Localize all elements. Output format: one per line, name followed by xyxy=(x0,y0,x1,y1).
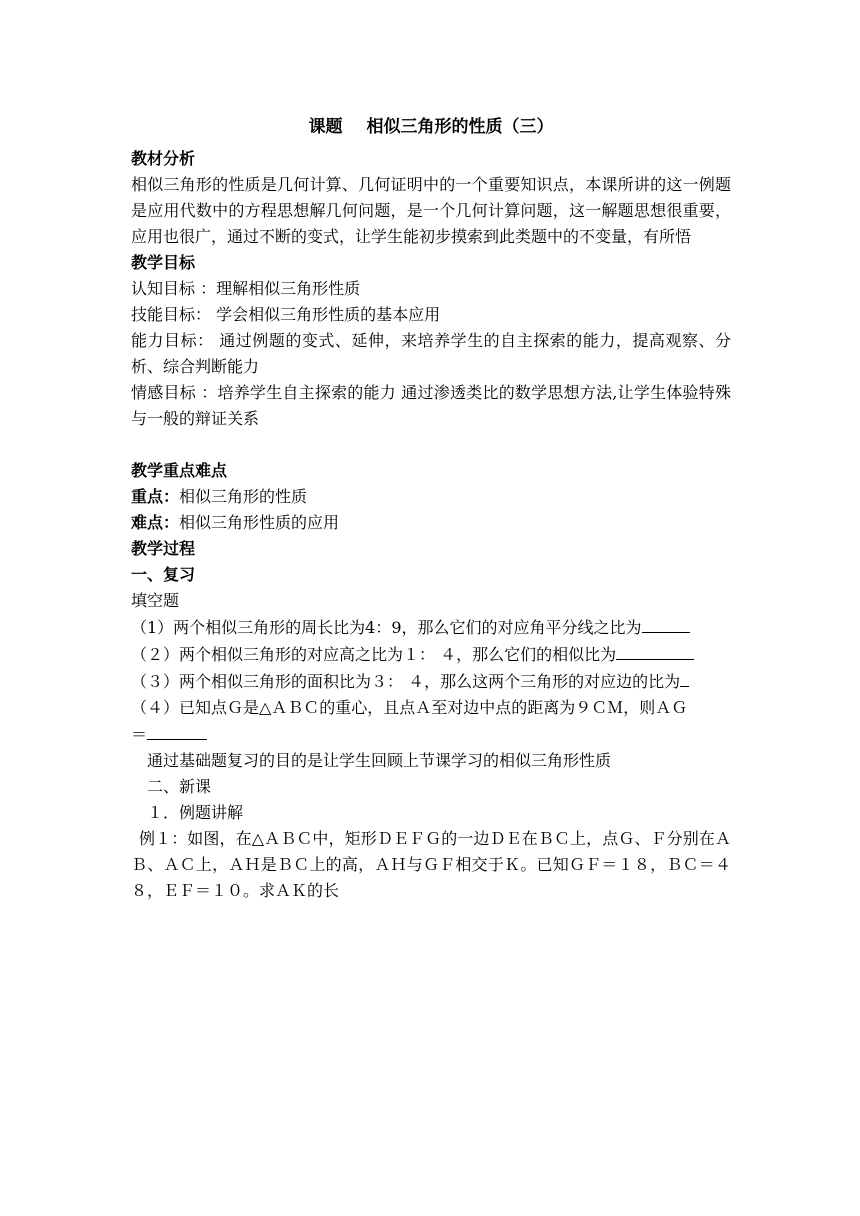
lesson-title xyxy=(131,114,731,140)
document-body xyxy=(131,114,731,904)
goals-heading: 教学目标 xyxy=(131,253,196,272)
key-text: 相似三角形的性质 xyxy=(179,487,308,506)
goal-skill: 技能目标： 学会相似三角形性质的基本应用 xyxy=(131,305,441,324)
process-heading: 教学过程 xyxy=(131,539,196,558)
goal-ability: 能力目标： 通过例题的变式、延伸，来培养学生的自主探索的能力，提高观察、分析、综合判断能力 xyxy=(131,331,731,376)
example-1-text: 例１：如图，在△ＡＢＣ中，矩形ＤＥＦＧ的一边ＤＥ在ＢＣ上，点Ｇ、Ｆ分别在ＡＢ、ＡＣ上，ＡＨ是ＢＣ上的高，ＡＨ与ＧＦ相交于Ｋ。已知ＧＦ＝１８，ＢＣ＝４８，ＥＦ＝１０。求ＡＫ的长 xyxy=(131,829,731,900)
answer-blank[interactable] xyxy=(147,721,207,740)
material-heading: 教材分析 xyxy=(131,149,196,168)
question-1: （1）两个相似三角形的周长比为4：9，那么它们的对应角平分线之比为 xyxy=(131,614,731,641)
question-4-continued: ＝ xyxy=(131,721,731,748)
goal-cognitive: 认知目标 ：理解相似三角形性质 xyxy=(131,279,361,298)
difficult-point xyxy=(131,510,731,536)
key-point xyxy=(131,484,731,510)
review-note: 通过基础题复习的目的是让学生回顾上节课学习的相似三角形性质 xyxy=(147,751,612,770)
example-heading: １．例题讲解 xyxy=(147,803,244,822)
title-text: 相似三角形的性质（三） xyxy=(366,117,554,137)
key-label: 重点： xyxy=(131,487,180,506)
difficult-label: 难点： xyxy=(131,513,180,532)
answer-blank[interactable] xyxy=(616,641,694,660)
title-label: 课题 xyxy=(308,117,343,137)
review-heading: 一、复习 xyxy=(131,565,196,584)
answer-blank[interactable] xyxy=(680,668,689,687)
question-3: （３）两个相似三角形的面积比为３： ４，那么这两个三角形的对应边的比为 xyxy=(131,668,731,695)
material-text: 相似三角形的性质是几何计算、几何证明中的一个重要知识点，本课所讲的这一例题是应用代数中的方程思想解几何问题，是一个几何计算问题，这一解题思想很重要，应用也很广，通过不断的变式，让学生能初步摸索到此类题中的不变量，有所悟 xyxy=(131,175,731,246)
question-2: （２）两个相似三角形的对应高之比为１： ４，那么它们的相似比为 xyxy=(131,641,731,668)
difficult-text: 相似三角形性质的应用 xyxy=(179,513,340,532)
goal-emotion: 情感目标 ：培养学生自主探索的能力 通过渗透类比的数学思想方法,让学生体验特殊与一般的辩证关系 xyxy=(131,383,731,428)
keypoints-heading: 教学重点难点 xyxy=(131,461,228,480)
question-4: （４）已知点Ｇ是△ＡＢＣ的重心，且点Ａ至对边中点的距离为９ＣＭ，则ＡＧ xyxy=(131,698,688,717)
answer-blank[interactable] xyxy=(642,614,690,633)
fill-blank-title: 填空题 xyxy=(131,591,180,610)
new-lesson-heading: 二、新课 xyxy=(147,777,212,796)
